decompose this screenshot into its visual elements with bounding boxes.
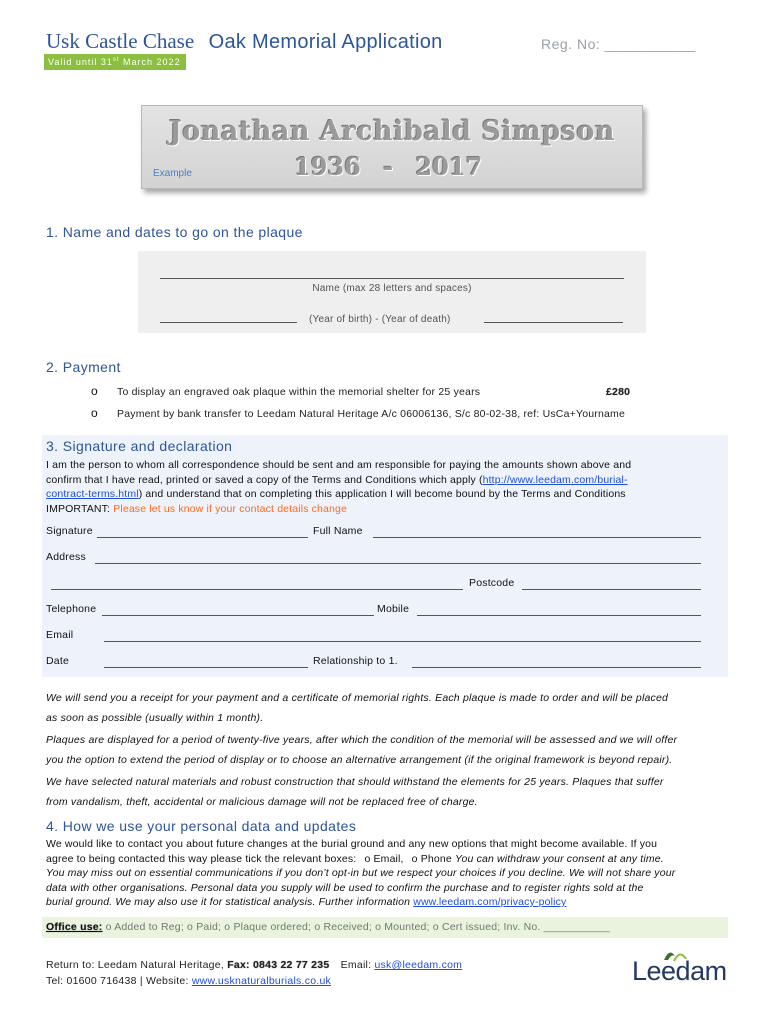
- mobile-label: Mobile: [377, 603, 410, 615]
- terms-link-part-2[interactable]: contract-terms.html: [46, 488, 139, 500]
- personal-data-line-3: You may miss out on essential communications if you don’t opt-in but we respect your choices if you decline. We will not share your: [46, 867, 676, 879]
- name-hint: Name (max 28 letters and spaces): [312, 283, 472, 294]
- office-checkbox-reg[interactable]: o: [105, 921, 112, 933]
- year-of-death-input[interactable]: [484, 322, 623, 323]
- receipt-note: [46, 688, 736, 728]
- display-period-line-2: you the option to extend the period of display or to choose an alternative arrangement (if the original framework is beyond repair).: [46, 754, 673, 766]
- withdraw-consent-note: You can withdraw your consent at any time.: [454, 852, 664, 865]
- office-paid: Paid;: [196, 921, 222, 933]
- bullet-1: o: [91, 384, 98, 398]
- plaque-name-box: [138, 251, 646, 333]
- plaque-name-text: Jonathan Archibald Simpson: [169, 116, 615, 147]
- office-checkbox-mounted[interactable]: o: [375, 921, 382, 933]
- important-note: Please let us know if your contact details change: [110, 502, 348, 515]
- payment-item-bank: Payment by bank transfer to Leedam Natural Heritage A/c 06006136, S/c 80-02-38, ref: UsCa+Yourname: [117, 408, 626, 420]
- personal-data-line-1: We would like to contact you about future changes at the burial ground and any new options that might become available. If you: [46, 838, 658, 850]
- footer-line-1: [46, 959, 462, 971]
- example-label: Example: [153, 168, 192, 179]
- receipt-note-line-2: as soon as possible (usually within 1 month).: [46, 712, 264, 724]
- date-label: Date: [46, 655, 69, 667]
- signature-input[interactable]: [97, 537, 308, 538]
- plaque-example: [141, 105, 643, 189]
- materials-note-line-2: from vandalism, theft, accidental or malicious damage will not be replaced free of charge.: [46, 796, 478, 808]
- materials-note: [46, 772, 736, 812]
- address-input-1[interactable]: [95, 563, 701, 564]
- important-label: IMPORTANT:: [46, 502, 111, 515]
- footer-line-2: [46, 975, 331, 987]
- personal-data-line-5: [46, 895, 736, 910]
- display-period-line-1: Plaques are displayed for a period of twenty-five years, after which the condition of the memorial will be assessed and we will offer: [46, 734, 678, 746]
- footer-website-link[interactable]: www.usknaturalburials.co.uk: [191, 975, 332, 987]
- full-name-label: Full Name: [313, 525, 363, 537]
- section-4-heading: 4. How we use your personal data and updates: [46, 818, 357, 834]
- footer-telephone: Tel: 01600 716438 | Website:: [46, 975, 189, 987]
- leedam-logo: [630, 944, 727, 990]
- title-form-name: Oak Memorial Application: [208, 31, 443, 53]
- declaration-line-3-text: ) and understand that on completing this application I will become bound by the Terms and Conditions: [138, 488, 626, 500]
- postcode-label: Postcode: [469, 577, 515, 589]
- email-label: Email: [46, 629, 74, 641]
- office-received: Received;: [323, 921, 372, 933]
- reg-no-field[interactable]: Reg. No: ___________: [541, 36, 696, 52]
- fax-number: Fax: 0843 22 77 235: [227, 959, 330, 971]
- personal-data-line-4: data with other organisations. Personal data you supply will be used to confirm the purchase and to register rights sold at the: [46, 881, 644, 894]
- office-use-label: Office use:: [46, 921, 103, 933]
- signature-label: Signature: [46, 525, 93, 537]
- consent-intro: agree to being contacted this way please tick the relevant boxes:: [46, 852, 357, 865]
- phone-consent-label: Phone: [420, 852, 452, 865]
- bullet-2: o: [91, 406, 98, 420]
- section-3-heading: 3. Signature and declaration: [46, 438, 233, 454]
- office-plaque-ordered: Plaque ordered;: [233, 921, 312, 933]
- declaration-line-2: [46, 473, 726, 488]
- payment-item-plaque: To display an engraved oak plaque within the memorial shelter for 25 years: [117, 386, 481, 398]
- materials-note-line-1: We have selected natural materials and robust construction that should withstand the elements for 25 years. Plaques that suffer: [46, 776, 664, 788]
- declaration-line-2-text: confirm that I have read, printed or saved a copy of the Terms and Conditions which apply (: [46, 473, 483, 486]
- email-consent-label: Email,: [373, 852, 404, 865]
- plaque-name-input[interactable]: [160, 278, 624, 279]
- declaration-line-3: [46, 487, 726, 502]
- personal-data-text: [46, 837, 736, 910]
- receipt-note-line-1: We will send you a receipt for your payment and a certificate of memorial rights. Each plaque is made to order and will be placed: [46, 692, 669, 704]
- footer-email-label: Email:: [340, 959, 372, 971]
- telephone-input[interactable]: [102, 615, 374, 616]
- valid-until-sup: st: [112, 57, 120, 63]
- privacy-policy-link[interactable]: www.leedam.com/privacy-policy: [413, 896, 567, 908]
- mobile-input[interactable]: [417, 615, 701, 616]
- relationship-input[interactable]: [412, 667, 701, 668]
- telephone-label: Telephone: [46, 603, 97, 615]
- office-added-to-reg: Added to Reg;: [114, 921, 184, 933]
- email-consent-checkbox[interactable]: o: [364, 852, 371, 865]
- postcode-input[interactable]: [522, 589, 701, 590]
- full-name-input[interactable]: [373, 537, 701, 538]
- office-checkbox-cert[interactable]: o: [432, 921, 439, 933]
- logo-wordmark: Leedam: [632, 956, 727, 986]
- section-1-heading: 1. Name and dates to go on the plaque: [46, 224, 303, 240]
- address-label: Address: [46, 551, 86, 563]
- declaration-text: [46, 458, 726, 516]
- phone-consent-checkbox[interactable]: o: [411, 852, 418, 865]
- declaration-line-1: I am the person to whom all correspondence should be sent and am responsible for paying the amounts shown above and: [46, 459, 632, 471]
- display-period-note: [46, 730, 736, 770]
- office-checkbox-paid[interactable]: o: [187, 921, 194, 933]
- office-cert-issued: Cert issued; Inv. No. ___________: [441, 921, 611, 933]
- year-of-birth-input[interactable]: [160, 322, 297, 323]
- return-address: Return to: Leedam Natural Heritage,: [46, 959, 225, 971]
- address-input-2[interactable]: [51, 589, 463, 590]
- valid-until-date: March 2022: [119, 57, 181, 67]
- office-checkbox-ordered[interactable]: o: [224, 921, 231, 933]
- terms-link-part-1[interactable]: http://www.leedam.com/burial-: [482, 473, 628, 486]
- plaque-years-text: 1936 - 2017: [294, 152, 483, 181]
- footer-email-link[interactable]: usk@leedam.com: [374, 959, 463, 971]
- date-input[interactable]: [104, 667, 308, 668]
- office-use-row: [46, 921, 610, 933]
- personal-data-line-2: [46, 852, 736, 867]
- email-input[interactable]: [104, 641, 701, 642]
- plaque-price: £280: [606, 386, 631, 398]
- declaration-line-4: [46, 502, 726, 517]
- dates-hint: (Year of birth) - (Year of death): [309, 314, 451, 325]
- office-checkbox-received[interactable]: o: [314, 921, 321, 933]
- document-title: [46, 29, 443, 54]
- section-2-heading: 2. Payment: [46, 359, 121, 375]
- further-info-text: burial ground. We may also use it for statistical analysis. Further information: [46, 896, 411, 908]
- office-mounted: Mounted;: [384, 921, 430, 933]
- valid-until-badge: [44, 54, 186, 70]
- valid-until-text: Valid until 31: [48, 57, 113, 67]
- relationship-label: Relationship to 1.: [313, 655, 398, 667]
- title-venue: Usk Castle Chase: [46, 29, 195, 53]
